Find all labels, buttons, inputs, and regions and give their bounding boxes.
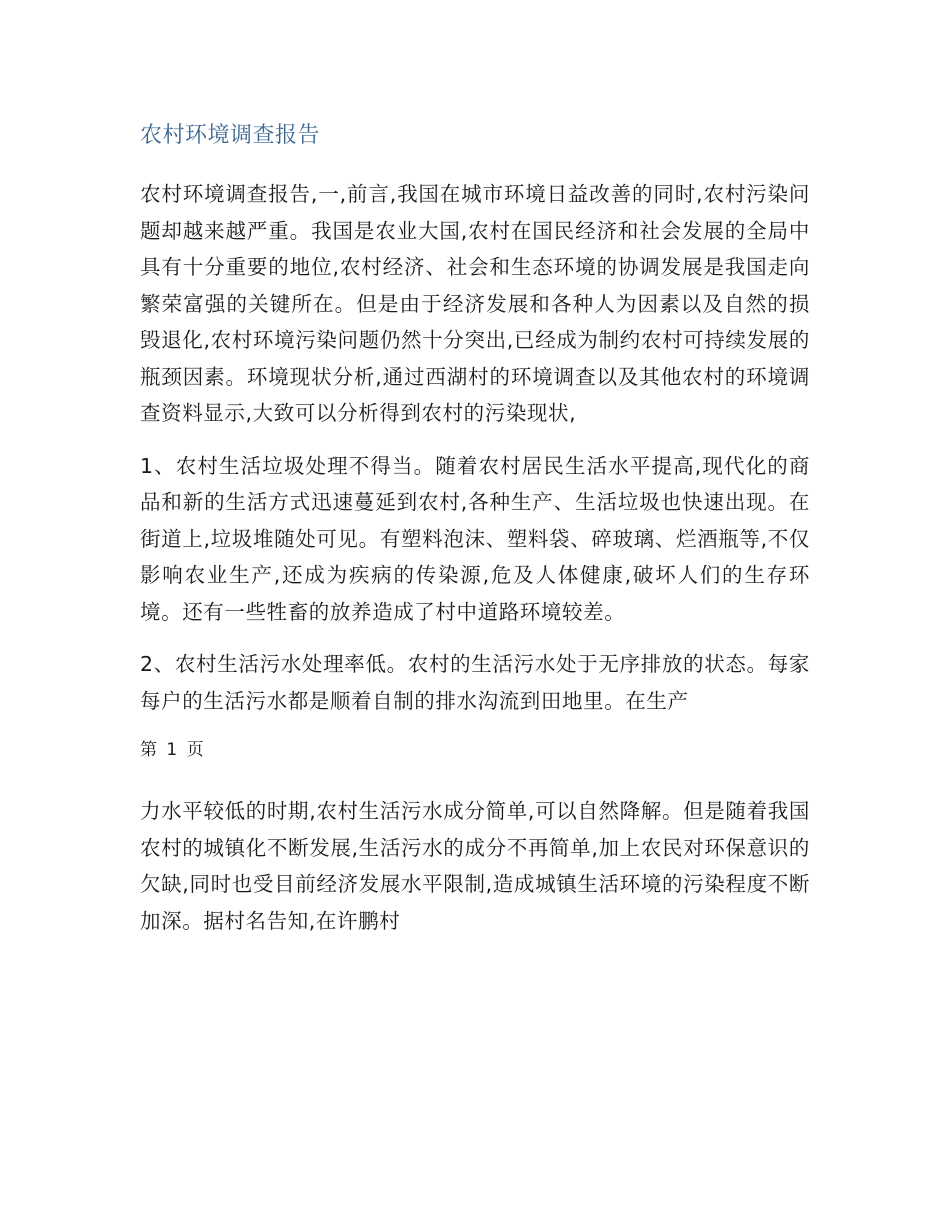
document-content — [140, 118, 810, 955]
paragraph-introduction: 农村环境调查报告,一,前言,我国在城市环境日益改善的同时,农村污染问题却越来越严重。我国是农业大国,农村在国民经济和社会发展的全局中具有十分重要的地位,农村经济、社会和生态环境的协调发展是我国走向繁荣富强的关键所在。但是由于经济发展和各种人为因素以及自然的损毁退化,农村环境污染问题仍然十分突出,已经成为制约农村可持续发展的瓶颈因素。环境现状分析,通过西湖村的环境调查以及其他农村的环境调查资料显示,大致可以分析得到农村的污染现状, — [140, 182, 810, 425]
page-number: 第 1 页 — [140, 740, 206, 760]
document-title: 农村环境调查报告 — [140, 123, 321, 148]
paragraph-continued: 力水平较低的时期,农村生活污水成分简单,可以自然降解。但是随着我国农村的城镇化不断发展,生活污水的成分不再简单,加上农民对环保意识的欠缺,同时也受目前经济发展水平限制,造成城镇生活环境的污染程度不断加深。据村名告知,在许鹏村 — [140, 799, 810, 933]
paragraph-sewage: 2、农村生活污水处理率低。农村的生活污水处于无序排放的状态。每家每户的生活污水都是顺着自制的排水沟流到田地里。在生产 — [140, 652, 810, 713]
paragraph-garbage: 1、农村生活垃圾处理不得当。随着农村居民生活水平提高,现代化的商品和新的生活方式迅速蔓延到农村,各种生产、生活垃圾也快速出现。在街道上,垃圾堆随处可见。有塑料泡沫、塑料袋、碎玻璃、烂酒瓶等,不仅影响农业生产,还成为疾病的传染源,危及人体健康,破坏人们的生存环境。还有一些牲畜的放养造成了村中道路环境较差。 — [140, 453, 810, 624]
